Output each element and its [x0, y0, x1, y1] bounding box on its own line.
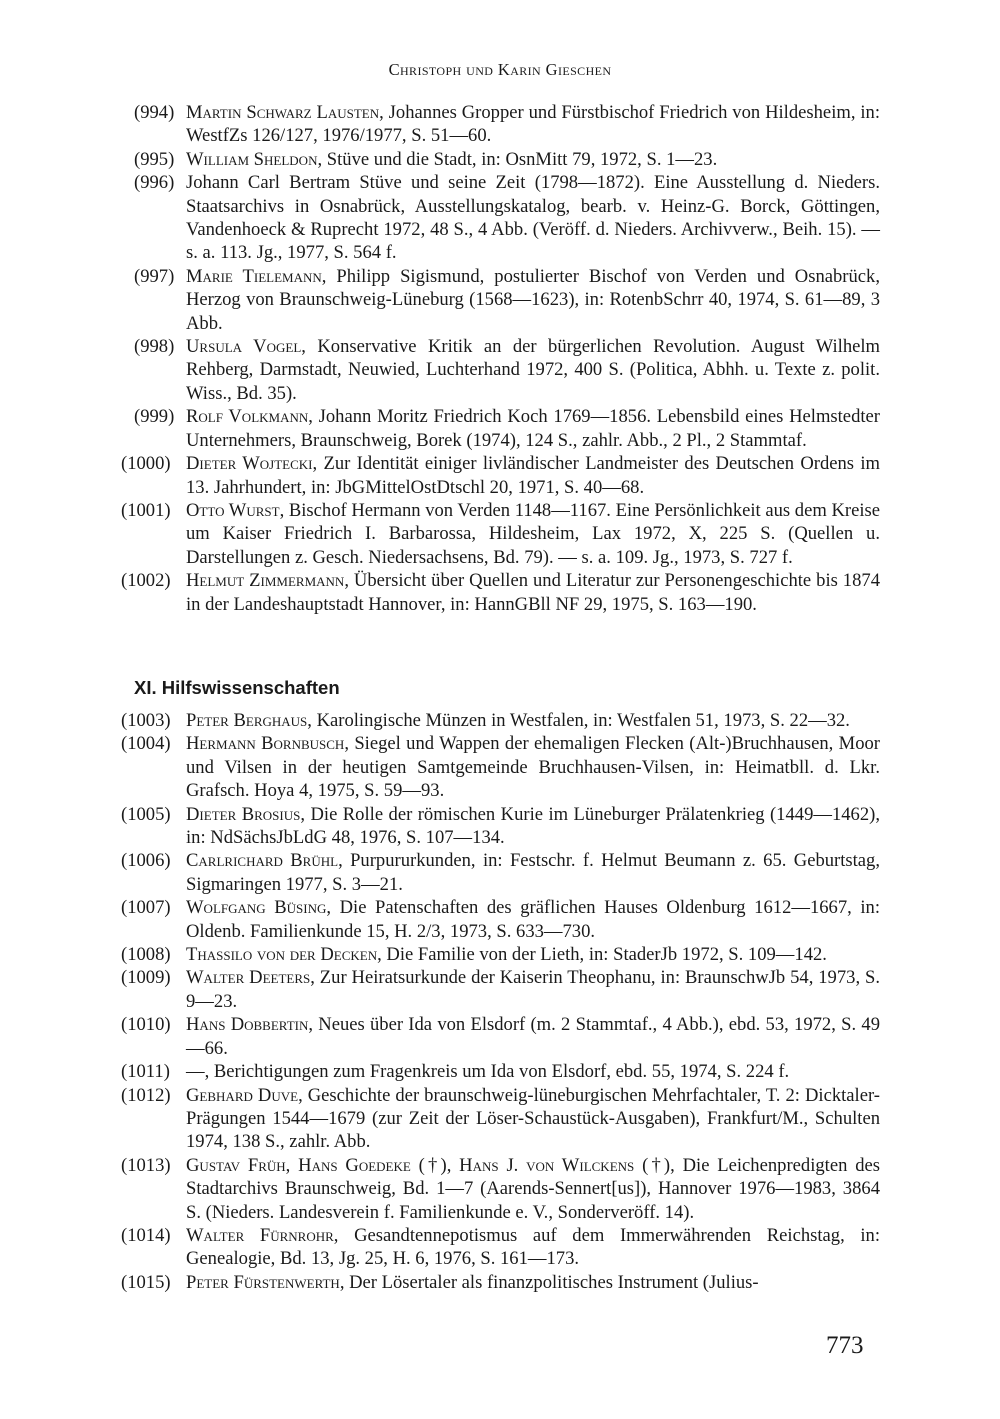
entry-author: Gebhard Duve	[186, 1084, 299, 1106]
entry-number: (1004)	[121, 733, 171, 755]
entry-text: —, Berichtigungen zum Fragenkreis um Ida von Elsdorf, ebd. 55, 1974, S. 224 f.	[186, 1061, 790, 1083]
entry-number: (1002)	[121, 570, 171, 592]
entry-text: , Die Leichenpredigten des Stadtarchivs Braunschweig, Bd. 1—7 (Aarends-Sennert[us]), Hannover 1976—1983, 3864 S. (Nieders. Landesverein f. Familienkunde e. V., Sonderveröff. 14).	[186, 1154, 880, 1223]
entry-author: Rolf Volkmann	[186, 406, 309, 428]
entry-author: Thassilo von der Decken	[186, 944, 378, 966]
bibliography-entry	[121, 1154, 880, 1224]
entry-number: (1001)	[121, 499, 171, 521]
running-head: Christoph und Karin Gieschen	[388, 60, 612, 79]
bibliography-entry	[134, 101, 880, 148]
bibliography-entry	[134, 265, 880, 335]
entry-author: Carlrichard Brühl	[186, 850, 339, 872]
bibliography-entry	[121, 569, 880, 616]
bibliography-entry	[121, 803, 880, 850]
entry-number: (997)	[134, 265, 175, 287]
entry-author: Dieter Wojtecki	[186, 453, 313, 475]
entry-number: (1013)	[121, 1154, 171, 1176]
entry-text: , Karolingische Münzen in Westfalen, in: Westfalen 51, 1973, S. 22—32.	[307, 710, 850, 731]
entry-number: (1005)	[121, 803, 171, 825]
entry-author: Helmut Zimmermann	[186, 570, 345, 592]
entry-text: , Purpururkunden, in: Festschr. f. Helmut Beumann z. 65. Geburtstag, Sigmaringen 1977, S. 3—21.	[186, 850, 880, 895]
entry-author: Peter Fürstenwerth	[186, 1271, 340, 1293]
section-heading-block	[134, 677, 880, 699]
entry-author: Walter Fürnrohr	[186, 1224, 334, 1246]
entry-author: Martin Schwarz Lausten	[186, 102, 380, 123]
entry-text: , Philipp Sigismund, postulierter Bischof von Verden und Osnabrück, Herzog von Braunschweig-Lüneburg (1568—1623), in: RotenbSchrr 40, 1974, S. 61—89, 3 Abb.	[186, 265, 880, 334]
bibliography-entry	[134, 405, 880, 452]
entry-number: (1007)	[121, 897, 171, 919]
entry-text: Johann Carl Bertram Stüve und seine Zeit (1798—1872). Eine Ausstellung d. Nieders. Staatsarchivs in Osnabrück, Ausstellungskatalog, bearb. v. Heinz-G. Borck, Göttingen, Vandenhoeck & Ruprecht 1972, 48 S., 4 Abb. (Veröff. d. Nieders. Archivverw., Beih. 15). — s. a. 113. Jg., 1977, S. 564 f.	[186, 172, 880, 264]
bibliography-entry	[134, 335, 880, 405]
entry-text: , Die Familie von der Lieth, in: StaderJb 1972, S. 109—142.	[377, 944, 827, 966]
entry-author: Marie Tielemann	[186, 265, 322, 287]
entry-author: Ursula Vogel	[186, 336, 302, 358]
entry-text: , Übersicht über Quellen und Literatur zur Personengeschichte bis 1874 in der Landeshauptstadt Hannover, in: HannGBll NF 29, 1975, S. 163—190.	[186, 570, 880, 615]
entry-text: , Johannes Gropper und Fürstbischof Friedrich von Hildesheim, in: WestfZs 126/127, 1976/1977, S. 51—60.	[186, 102, 880, 147]
entry-number: (995)	[134, 148, 175, 170]
entry-text: , Bischof Hermann von Verden 1148—1167. Eine Persönlichkeit aus dem Kreise um Kaiser Friedrich I. Barbarossa, Hildesheim, Lax 1972, X, 225 S. (Quellen u. Darstellungen z. Gesch. Niedersachsens, Bd. 79). — s. a. 109. Jg., 1973, S. 727 f.	[186, 499, 880, 568]
entry-author: Hermann Bornbusch	[186, 733, 345, 755]
section-heading: XI. Hilfswissenschaften	[134, 677, 340, 698]
entry-text: , Johann Moritz Friedrich Koch 1769—1856. Lebensbild eines Helmstedter Unternehmers, Braunschweig, Borek (1974), 124 S., zahlr. Abb., 2 Pl., 2 Stammtaf.	[186, 406, 880, 451]
bibliography-entry	[121, 1224, 880, 1271]
bibliography-entry	[121, 1271, 880, 1294]
entry-author: Dieter Brosius	[186, 803, 301, 825]
bibliography-entry	[121, 499, 880, 569]
entry-text: , Die Patenschaften des gräflichen Hauses Oldenburg 1612—1667, in: Oldenb. Familienkunde 15, H. 2/3, 1973, S. 633—730.	[186, 897, 881, 942]
bibliography-entry	[121, 732, 881, 802]
entry-text: , Konservative Kritik an der bürgerlichen Revolution. August Wilhelm Rehberg, Darmstadt, Neuwied, Luchterhand 1972, 400 S. (Politica, Abhh. u. Texte z. polit. Wiss., Bd. 35).	[186, 336, 880, 404]
bibliography-entry	[134, 171, 880, 265]
bibliography-entry	[121, 1060, 880, 1083]
bibliography-entry	[121, 452, 880, 499]
entry-text: , Die Rolle der römischen Kurie im Lüneburger Prälatenkrieg (1449—1462), in: NdSächsJbLdG 48, 1976, S. 107—134.	[186, 803, 880, 849]
entry-number: (1009)	[121, 967, 171, 989]
entry-number: (1008)	[121, 944, 171, 966]
entry-text: , Neues über Ida von Elsdorf (m. 2 Stammtaf., 4 Abb.), ebd. 53, 1972, S. 49—66.	[186, 1014, 880, 1059]
entry-author: Otto Wurst	[186, 499, 280, 521]
entry-number: (1006)	[121, 850, 171, 872]
entry-number: (1003)	[121, 710, 171, 731]
entry-text: , Geschichte der braunschweig-lüneburgischen Mehrfachtaler, T. 2: Dicktaler-Prägungen 1544—1679 (zur Zeit der Löser-Schaustück-Ausgaben), Frankfurt/M., Schulten 1974, 138 S., zahlr. Abb.	[186, 1084, 880, 1153]
bibliography-entry	[121, 1084, 880, 1154]
entry-number: (1010)	[121, 1014, 171, 1036]
entry-text: , Zur Identität einiger livländischer Landmeister des Deutschen Ordens im 13. Jahrhundert, in: JbGMittelOstDtschl 20, 1971, S. 40—68.	[186, 453, 880, 498]
entry-author: Hans Dobbertin	[186, 1014, 309, 1036]
entry-text: , Der Lösertaler als finanzpolitisches Instrument (Julius-	[339, 1271, 759, 1293]
bibliography-entry	[134, 148, 880, 171]
entry-number: (1015)	[121, 1271, 171, 1293]
entry-number: (999)	[134, 406, 175, 428]
bibliography-entry	[121, 849, 880, 896]
entry-text: , Siegel und Wappen der ehemaligen Flecken (Alt-)Bruchhausen, Moor und Vilsen in der heutigen Samtgemeinde Bruchhausen-Vilsen, in: Heimatbll. d. Lkr. Grafsch. Hoya 4, 1975, S. 59—93.	[186, 733, 881, 802]
entry-number: (998)	[134, 336, 175, 358]
bibliography-entry	[121, 1013, 880, 1060]
entry-number: (1014)	[121, 1224, 171, 1246]
bibliography-entry	[121, 943, 880, 966]
entry-number: (1012)	[121, 1084, 171, 1106]
entry-text: , Zur Heiratsurkunde der Kaiserin Theophanu, in: BraunschwJb 54, 1973, S. 9—23.	[186, 967, 880, 1012]
entry-number: (1000)	[121, 453, 171, 475]
entry-number: (1011)	[121, 1061, 170, 1083]
entry-author: Peter Berghaus	[186, 710, 308, 731]
page-number: 773	[826, 1332, 864, 1359]
entry-author: William Sheldon	[186, 148, 318, 170]
entry-number: (994)	[134, 102, 175, 123]
bibliography-entry	[121, 709, 880, 732]
entry-number: (996)	[134, 172, 175, 194]
bibliography-entry	[121, 896, 881, 943]
entry-text: , Gesandtennepotismus auf dem Immerwährenden Reichstag, in: Genealogie, Bd. 13, Jg. 25, H. 6, 1976, S. 161—173.	[186, 1224, 880, 1270]
entry-author: Gustav Früh, Hans Goedeke (†), Hans J. von Wilckens (†)	[186, 1154, 671, 1176]
entry-text: , Stüve und die Stadt, in: OsnMitt 79, 1972, S. 1—23.	[317, 148, 718, 170]
bibliography-block-b	[121, 709, 881, 1294]
entry-author: Wolfgang Büsing	[186, 897, 327, 919]
bibliography-block-a	[121, 101, 880, 616]
bibliography-entry	[121, 966, 880, 1013]
entry-author: Walter Deeters	[186, 967, 311, 989]
